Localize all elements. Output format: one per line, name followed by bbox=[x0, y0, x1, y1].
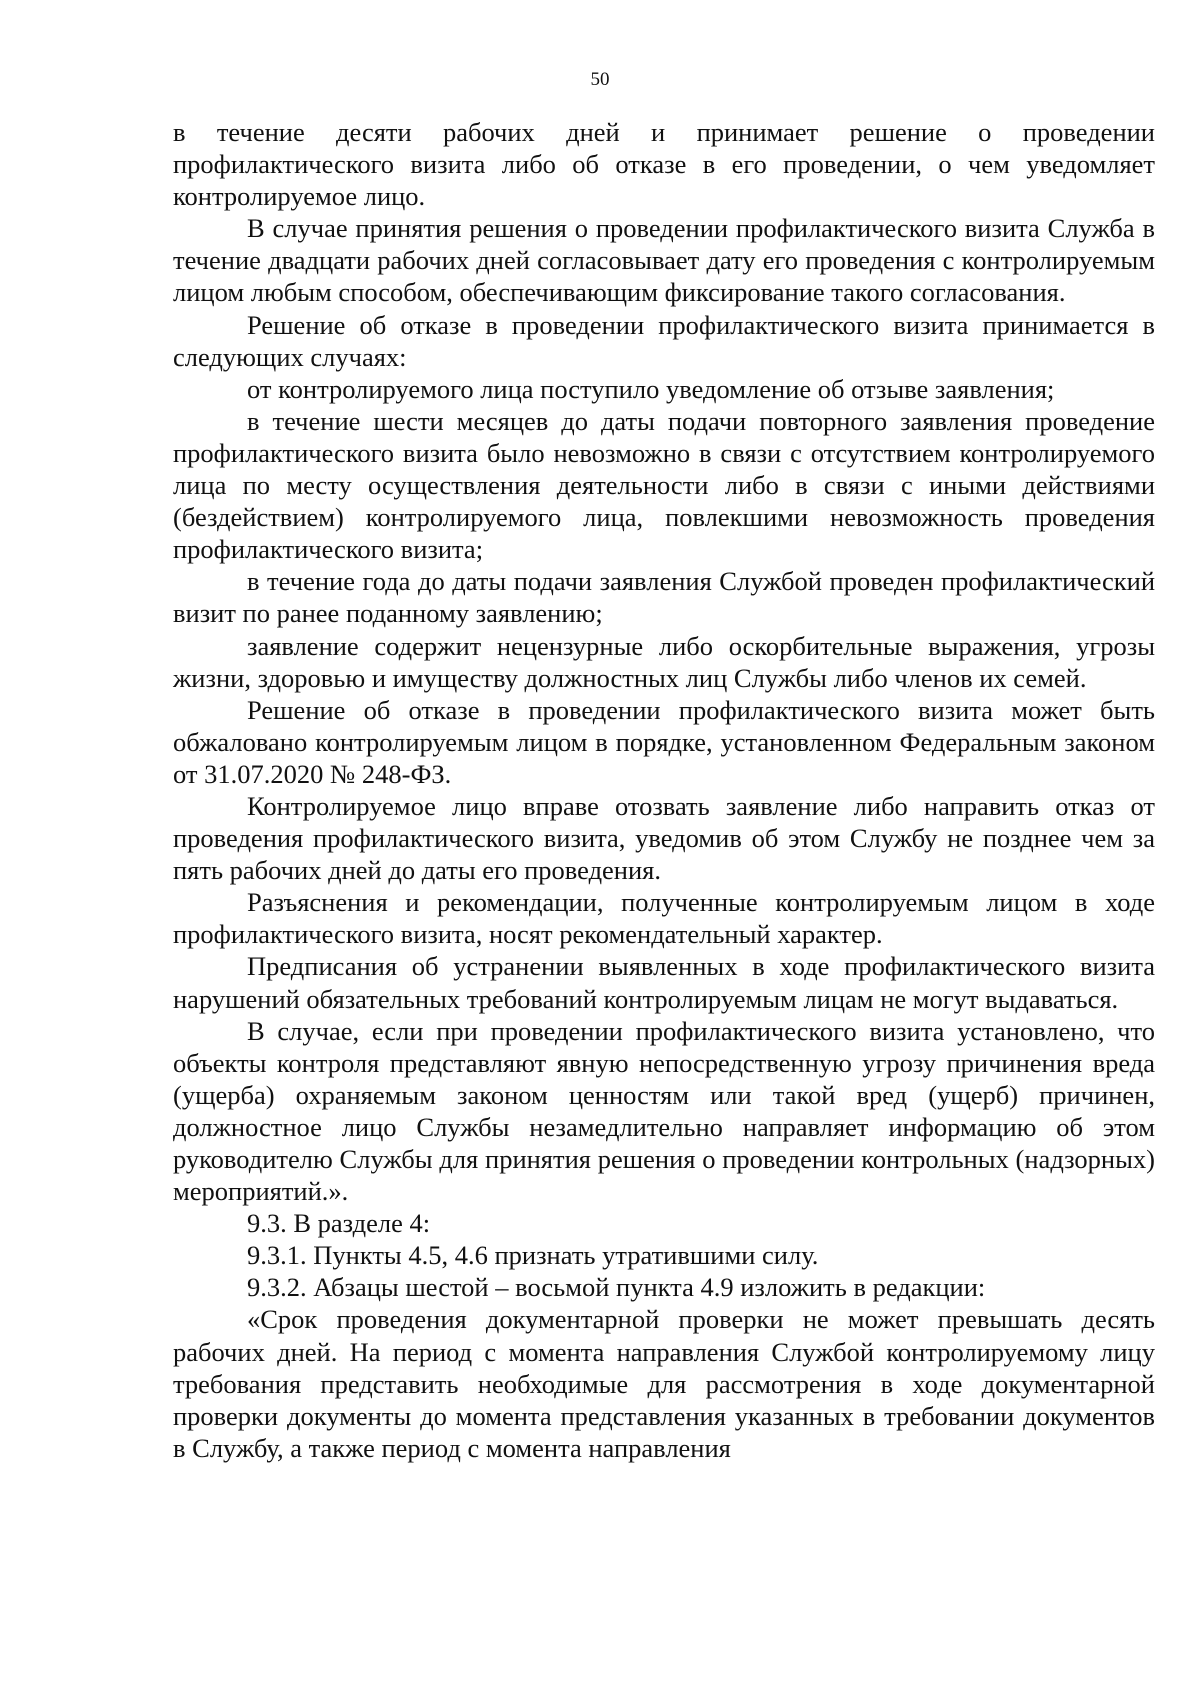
document-body bbox=[173, 116, 1155, 1464]
paragraph: Решение об отказе в проведении профилактического визита принимается в следующих случаях: bbox=[173, 309, 1155, 372]
clause: 9.3.2. Абзацы шестой – восьмой пункта 4.9 изложить в редакции: bbox=[247, 1272, 986, 1303]
paragraph: Разъяснения и рекомендации, полученные контролируемым лицом в ходе профилактического визита, носят рекомендательный характер. bbox=[173, 887, 1155, 950]
clause: 9.3.1. Пункты 4.5, 4.6 признать утратившими силу. bbox=[247, 1240, 819, 1271]
section-heading: 9.3. В разделе 4: bbox=[247, 1208, 431, 1239]
paragraph: Решение об отказе в проведении профилактического визита может быть обжаловано контролируемым лицом в порядке, установленном Федеральным законом от 31.07.2020 № 248-ФЗ. bbox=[173, 694, 1155, 789]
list-item: заявление содержит нецензурные либо оскорбительные выражения, угрозы жизни, здоровью и имуществу должностных лиц Службы либо членов их семей. bbox=[173, 630, 1155, 693]
paragraph: Контролируемое лицо вправе отозвать заявление либо направить отказ от проведения профилактического визита, уведомив об этом Службу не позднее чем за пять рабочих дней до даты его проведения. bbox=[173, 790, 1155, 886]
paragraph: В случае принятия решения о проведении профилактического визита Служба в течение двадцати рабочих дней согласовывает дату его проведения с контролируемым лицом любым способом, обеспечивающим фиксирование такого согласования. bbox=[173, 213, 1155, 308]
paragraph-continuation: в течение десяти рабочих дней и принимает решение о проведении профилактического визита либо об отказе в его проведении, о чем уведомляет контролируемое лицо. bbox=[173, 117, 1155, 212]
list-item: от контролируемого лица поступило уведомление об отзыве заявления; bbox=[247, 373, 1055, 404]
list-item: в течение года до даты подачи заявления Службой проведен профилактический визит по ранее поданному заявлению; bbox=[173, 566, 1155, 629]
quoted-paragraph: «Срок проведения документарной проверки не может превышать десять рабочих дней. На период с момента направления Службой контролируемому лицу требования представить необходимые для рассмотрения в ходе документарной проверки документы до момента представления указанных в требовании документов в Службу, а также период с момента направления bbox=[173, 1304, 1155, 1463]
list-item: в течение шести месяцев до даты подачи повторного заявления проведение профилактического визита было невозможно в связи с отсутствием контролируемого лица по месту осуществления деятельности либо в связи с иными действиями (бездействием) контролируемого лица, повлекшими невозможность проведения профилактического визита; bbox=[173, 405, 1155, 565]
paragraph: В случае, если при проведении профилактического визита установлено, что объекты контроля представляют явную непосредственную угрозу причинения вреда (ущерба) охраняемым законом ценностям или такой вред (ущерб) причинен, должностное лицо Службы незамедлительно направляет информацию об этом руководителю Службы для принятия решения о проведении контрольных (надзорных) мероприятий.». bbox=[173, 1015, 1155, 1207]
paragraph: Предписания об устранении выявленных в ходе профилактического визита нарушений обязательных требований контролируемым лицам не могут выдаваться. bbox=[173, 951, 1155, 1014]
page-number: 50 bbox=[590, 69, 610, 90]
